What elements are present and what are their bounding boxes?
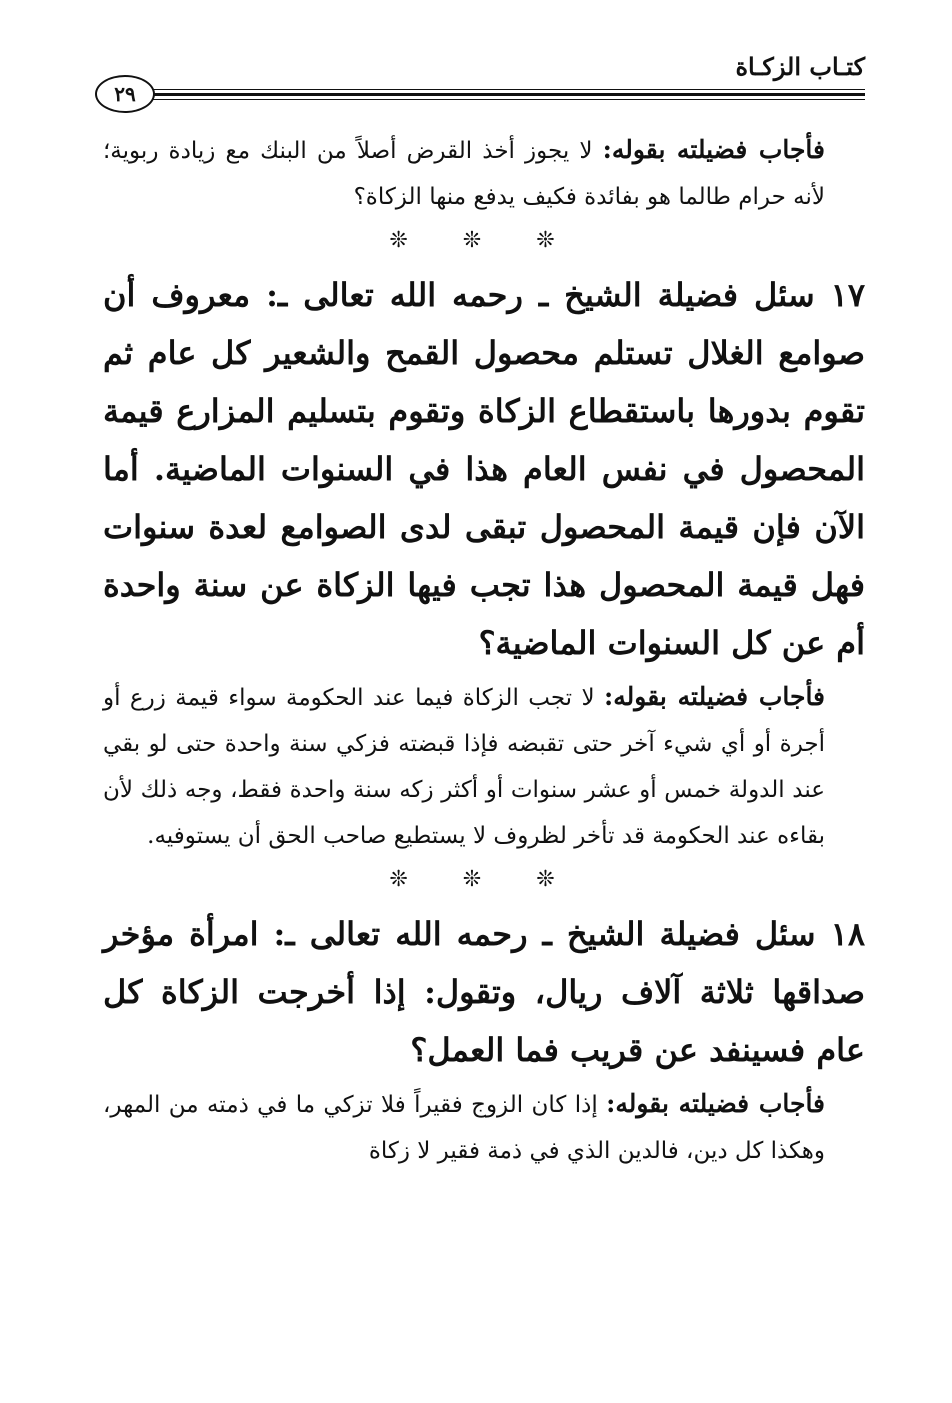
answer-paragraph-1 — [103, 127, 865, 220]
answer-18 — [103, 1081, 865, 1174]
section-divider: ❊ ❊ ❊ — [389, 228, 579, 253]
question-17: ١٧ سئل فضيلة الشيخ ـ رحمه الله تعالى ـ: معروف أن صوامع الغلال تستلم محصول القمح والشعير كل عام ثم تقوم بدورها باستقطاع الزكاة وتقوم بتسليم المزارع قيمة المحصول في نفس العام هذا في السنوات الماضية. أما الآن فإن قيمة المحصول تبقى لدى الصوامع لعدة سنوات فهل قيمة المحصول هذا تجب فيها الزكاة عن سنة واحدة أم عن كل السنوات الماضية؟ — [103, 276, 865, 662]
running-title: كتـاب الزكـاة — [735, 52, 865, 81]
header-rule-thin — [150, 89, 865, 90]
header-rule-thick — [150, 93, 865, 96]
answer-17 — [103, 674, 865, 859]
answer-text: لا تجب الزكاة فيما عند الحكومة سواء قيمة زرع أو أجرة أو أي شيء آخر حتى تقبضه فإذا قبضته فزكي سنة واحدة حتى لو بقي عند الدولة خمس أو عشر سنوات أو أكثر زكه سنة واحدة فقط، وجه ذلك لأن بقاءه عند الحكومة قد تأخر لظروف لا يستطيع صاحب الحق أن يستوفيه. — [103, 685, 825, 849]
header-rule-bottom — [150, 99, 865, 100]
page-number: ٢٩ — [95, 75, 155, 113]
answer-text: إذا كان الزوج فقيراً فلا تزكي ما في ذمته من المهر، وهكذا كل دين، فالدين الذي في ذمة فقير لا زكاة — [103, 1092, 825, 1164]
answer-lead: فأجاب فضيلته بقوله: — [602, 135, 825, 164]
answer-lead: فأجاب فضيلته بقوله: — [606, 1089, 826, 1118]
page-header — [95, 52, 865, 106]
answer-text: لا يجوز أخذ القرض أصلاً من البنك مع زيادة ربوية؛ لأنه حرام طالما هو بفائدة فكيف يدفع منها الزكاة؟ — [103, 138, 825, 210]
section-divider: ❊ ❊ ❊ — [389, 867, 579, 892]
question-18: ١٨ سئل فضيلة الشيخ ـ رحمه الله تعالى ـ: امرأة مؤخر صداقها ثلاثة آلاف ريال، وتقول: إذا أخرجت الزكاة كل عام فسينفد عن قريب فما العمل؟ — [103, 915, 865, 1069]
page-content — [103, 127, 865, 1174]
answer-lead: فأجاب فضيلته بقوله: — [604, 682, 826, 711]
